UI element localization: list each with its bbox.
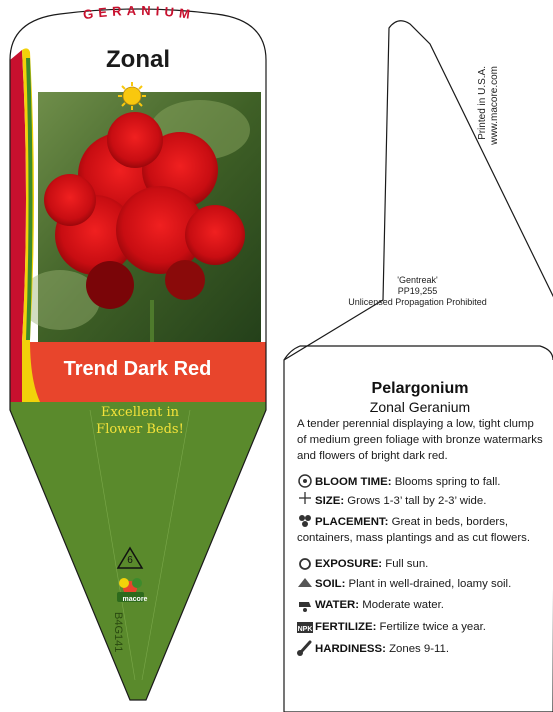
care-exposure <box>297 556 547 572</box>
care-label: SIZE: <box>315 495 345 507</box>
patent-line-2: PP19,255 <box>397 286 438 296</box>
care-label: HARDINESS: <box>315 643 386 655</box>
care-bloom-time <box>297 474 547 490</box>
patent-line-1: 'Gentreak' <box>397 275 438 285</box>
printed-line-1: Printed in U.S.A. <box>476 66 488 140</box>
care-size <box>297 493 547 509</box>
printed-line-2: www.macore.com <box>488 66 500 145</box>
care-text: Great in beds, borders, containers, mass plantings and as cut flowers. <box>297 516 530 544</box>
care-label: SOIL: <box>315 578 346 590</box>
patent-line-3: Unlicensed Propagation Prohibited <box>348 297 487 307</box>
variety-name: Zonal <box>106 46 170 73</box>
care-fertilize <box>297 619 547 635</box>
care-label: PLACEMENT: <box>315 516 389 528</box>
care-label: WATER: <box>315 599 360 611</box>
tagline-line-1: Excellent in <box>100 405 180 420</box>
recycle-code: 6 <box>127 555 133 566</box>
care-text: Zones 9-11. <box>389 643 450 655</box>
brand-title: GERANIUM <box>82 2 196 23</box>
green-stake <box>0 402 280 712</box>
svg-text:NPK: NPK <box>297 626 313 633</box>
care-text: Grows 1-3’ tall by 2-3’ wide. <box>347 495 487 507</box>
care-label: EXPOSURE: <box>315 558 383 570</box>
care-text: Plant in well-drained, loamy soil. <box>348 578 512 590</box>
plant-description: A tender perennial displaying a low, tight clump of medium green foliage with bronze watermarks and flowers of bright dark red. <box>297 418 543 462</box>
care-label: BLOOM TIME: <box>315 476 392 488</box>
care-hardiness <box>297 641 547 657</box>
tagline-line-2: Flower Beds! <box>96 422 184 437</box>
care-text: Blooms spring to fall. <box>394 476 501 488</box>
care-text: Moderate water. <box>362 599 444 611</box>
tagline <box>60 404 220 438</box>
care-text: Fertilize twice a year. <box>379 621 486 633</box>
sku-code: B4G141 <box>112 612 124 653</box>
care-soil <box>297 576 547 592</box>
maker-name: macore <box>122 596 148 603</box>
common-name: Zonal Geranium <box>369 399 471 415</box>
care-water <box>297 597 547 613</box>
patent-info <box>330 275 505 308</box>
scientific-name: Pelargonium <box>371 380 469 397</box>
care-text: Full sun. <box>385 558 429 570</box>
care-placement <box>297 514 547 546</box>
printed-info <box>477 66 501 145</box>
cultivar-name: Trend Dark Red <box>63 358 212 380</box>
care-label: FERTILIZE: <box>315 621 377 633</box>
